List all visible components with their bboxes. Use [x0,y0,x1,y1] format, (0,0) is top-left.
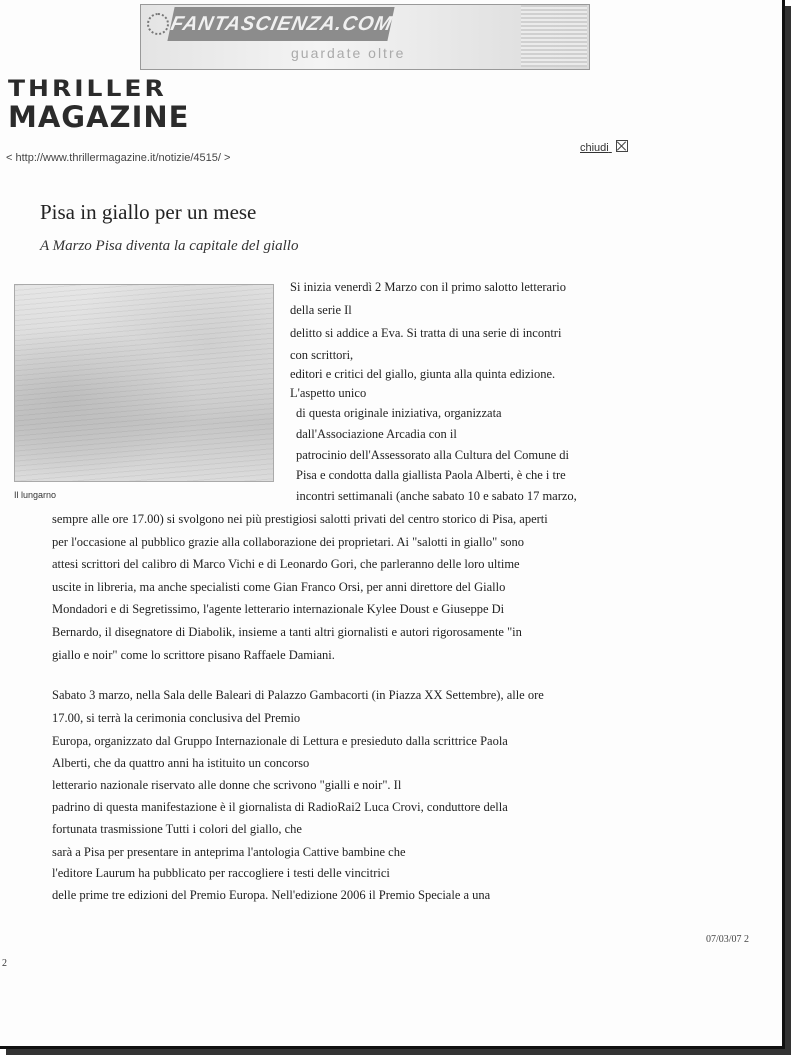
article-line: con scrittori, [290,348,354,362]
article-line: sempre alle ore 17.00) si svolgono nei più prestigiosi salotti privati del centro storico di Pisa, aperti [52,512,548,526]
close-icon[interactable] [616,140,628,152]
article-line: l'editore Laurum ha pubblicato per raccogliere i testi delle vincitrici [52,866,390,880]
article-line: 17.00, si terrà la cerimonia conclusiva del Premio [52,711,301,725]
article-line: fortunata trasmissione Tutti i colori del giallo, che [52,822,302,836]
banner-image [521,5,587,67]
article-line: Pisa e condotta dalla giallista Paola Alberti, è che i tre [296,468,566,482]
article-line: incontri settimanali (anche sabato 10 e sabato 17 marzo, [296,489,577,503]
close-link[interactable] [580,140,628,154]
page-number: 2 [2,958,7,969]
article-line: patrocinio dell'Assessorato alla Cultura del Comune di [296,448,570,462]
article-line: delitto si addice a Eva. Si tratta di una serie di incontri [290,326,562,340]
article-line: letterario nazionale riservato alle donne che scrivono "gialli e noir". Il [52,778,402,792]
article-line: Si inizia venerdì 2 Marzo con il primo salotto letterario [290,280,566,294]
print-date: 07/03/07 2 [706,934,750,945]
site-logo[interactable] [8,76,189,132]
article-line: attesi scrittori del calibro di Marco Vichi e di Leonardo Gori, che parleranno delle loro ultime [52,557,520,571]
article-line: uscite in libreria, ma anche specialisti come Gian Franco Orsi, per anni direttore del Giallo [52,580,506,594]
article-line: editori e critici del giallo, giunta alla quinta edizione. [290,367,556,381]
banner-tagline: guardate oltre [291,45,406,61]
logo-line-1: THRILLER [8,75,167,102]
article-line: giallo e noir" come lo scrittore pisano Raffaele Damiani. [52,648,335,662]
article-line: Europa, organizzato dal Gruppo Internazionale di Lettura e presieduto dalla scrittrice Paola [52,734,508,748]
photo-caption: Il lungarno [14,490,57,500]
article-photo [14,284,274,482]
logo-line-2: MAGAZINE [8,100,190,134]
close-label: chiudi [580,142,609,154]
article-line: per l'occasione al pubblico grazie alla collaborazione dei proprietari. Ai "salotti in giallo" sono [52,535,525,549]
article-line: della serie Il [290,303,352,317]
article-line: Sabato 3 marzo, nella Sala delle Baleari di Palazzo Gambacorti (in Piazza XX Settembre), alle ore [52,688,544,702]
article-line: Bernardo, il disegnatore di Diabolik, insieme a tanti altri giornalisti e autori rigorosamente "in [52,625,522,639]
advertisement-banner[interactable] [140,4,590,70]
article-subtitle: A Marzo Pisa diventa la capitale del giallo [40,238,299,254]
article-line: di questa originale iniziativa, organizzata [296,406,502,420]
page-url[interactable]: < http://www.thrillermagazine.it/notizie/4515/ > [6,152,231,164]
article-line: Alberti, che da quattro anni ha istituito un concorso [52,756,310,770]
article-line: sarà a Pisa per presentare in anteprima l'antologia Cattive bambine che [52,845,406,859]
article-line: Mondadori e di Segretissimo, l'agente letterario internazionale Kylee Doust e Giuseppe Di [52,602,505,616]
banner-brand: FANTASCIENZA.COM [167,7,394,41]
article-line: L'aspetto unico [290,386,367,400]
article-line: dall'Associazione Arcadia con il [296,427,457,441]
article-title: Pisa in giallo per un mese [40,200,257,224]
wheel-icon [147,13,169,35]
article-line: delle prime tre edizioni del Premio Europa. Nell'edizione 2006 il Premio Speciale a una [52,888,491,902]
article-line: padrino di questa manifestazione è il giornalista di RadioRai2 Luca Crovi, conduttore della [52,800,508,814]
